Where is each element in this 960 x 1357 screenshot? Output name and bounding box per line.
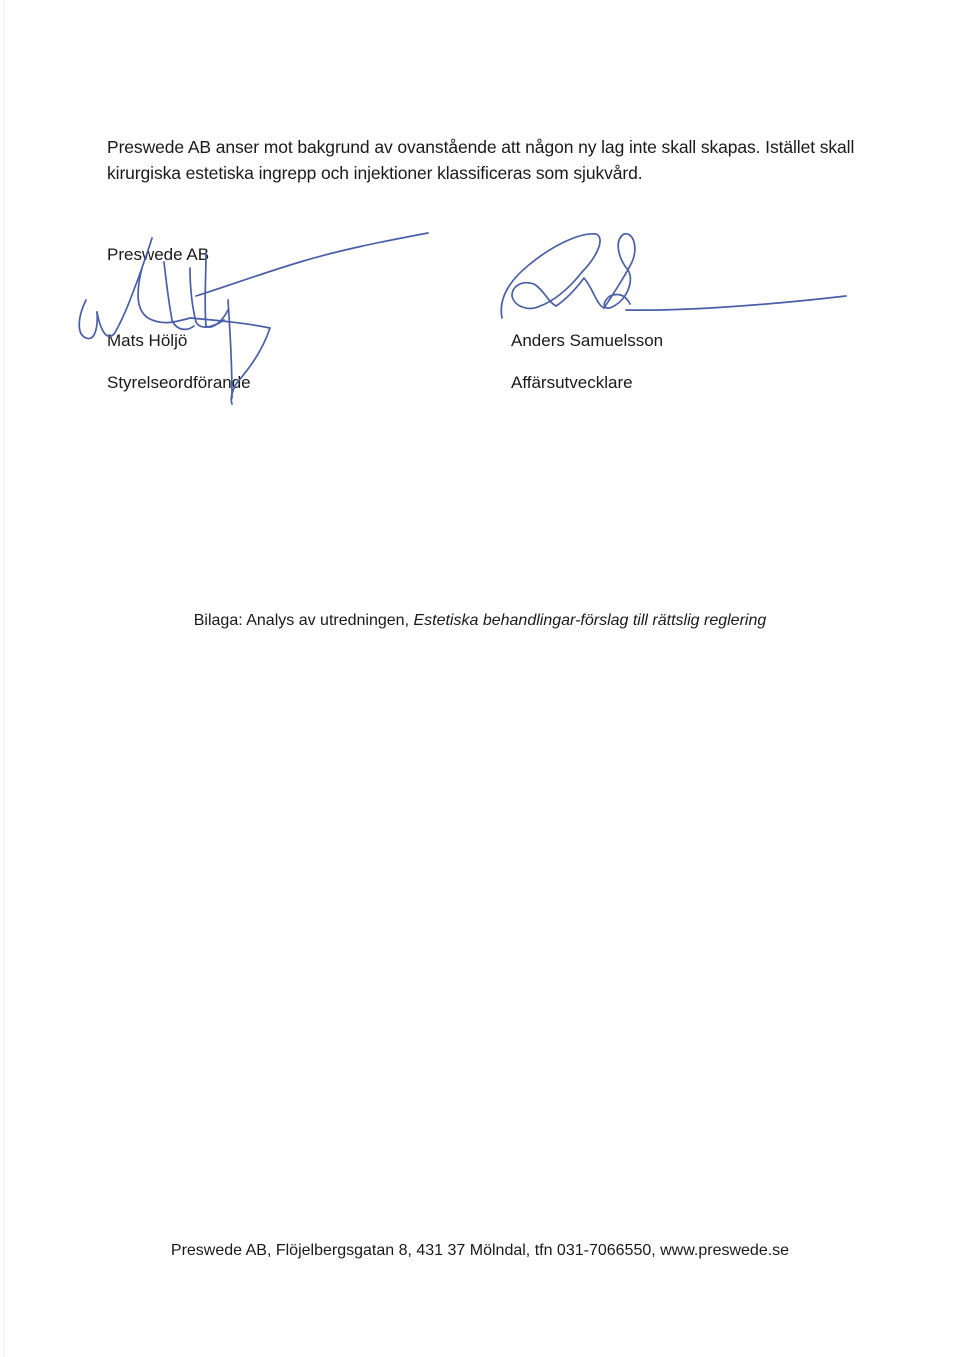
body-paragraph: Preswede AB anser mot bakgrund av ovanstående att någon ny lag inte skall skapas. Istället skall kirurgiska estetiska ingrepp och injektioner klassificeras som sjukvård. xyxy=(107,137,855,183)
attachment-line xyxy=(0,612,960,630)
company-name: Preswede AB xyxy=(107,245,210,264)
signer-right-title: Affärsutvecklare xyxy=(511,373,633,392)
page-edge xyxy=(4,0,5,1357)
signer-right-name: Anders Samuelsson xyxy=(511,331,664,350)
attachment-document-title: Estetiska behandlingar-förslag till rättslig reglering xyxy=(413,612,767,629)
signer-left-title: Styrelseordförande xyxy=(107,373,251,392)
footer-address: Preswede AB, Flöjelbergsgatan 8, 431 37 Mölndal, tfn 031-7066550, www.preswede.se xyxy=(170,1242,790,1259)
signer-left-name: Mats Höljö xyxy=(107,331,188,350)
attachment-prefix: Bilaga: Analys av utredningen, xyxy=(193,612,410,629)
signature-right xyxy=(501,234,846,318)
